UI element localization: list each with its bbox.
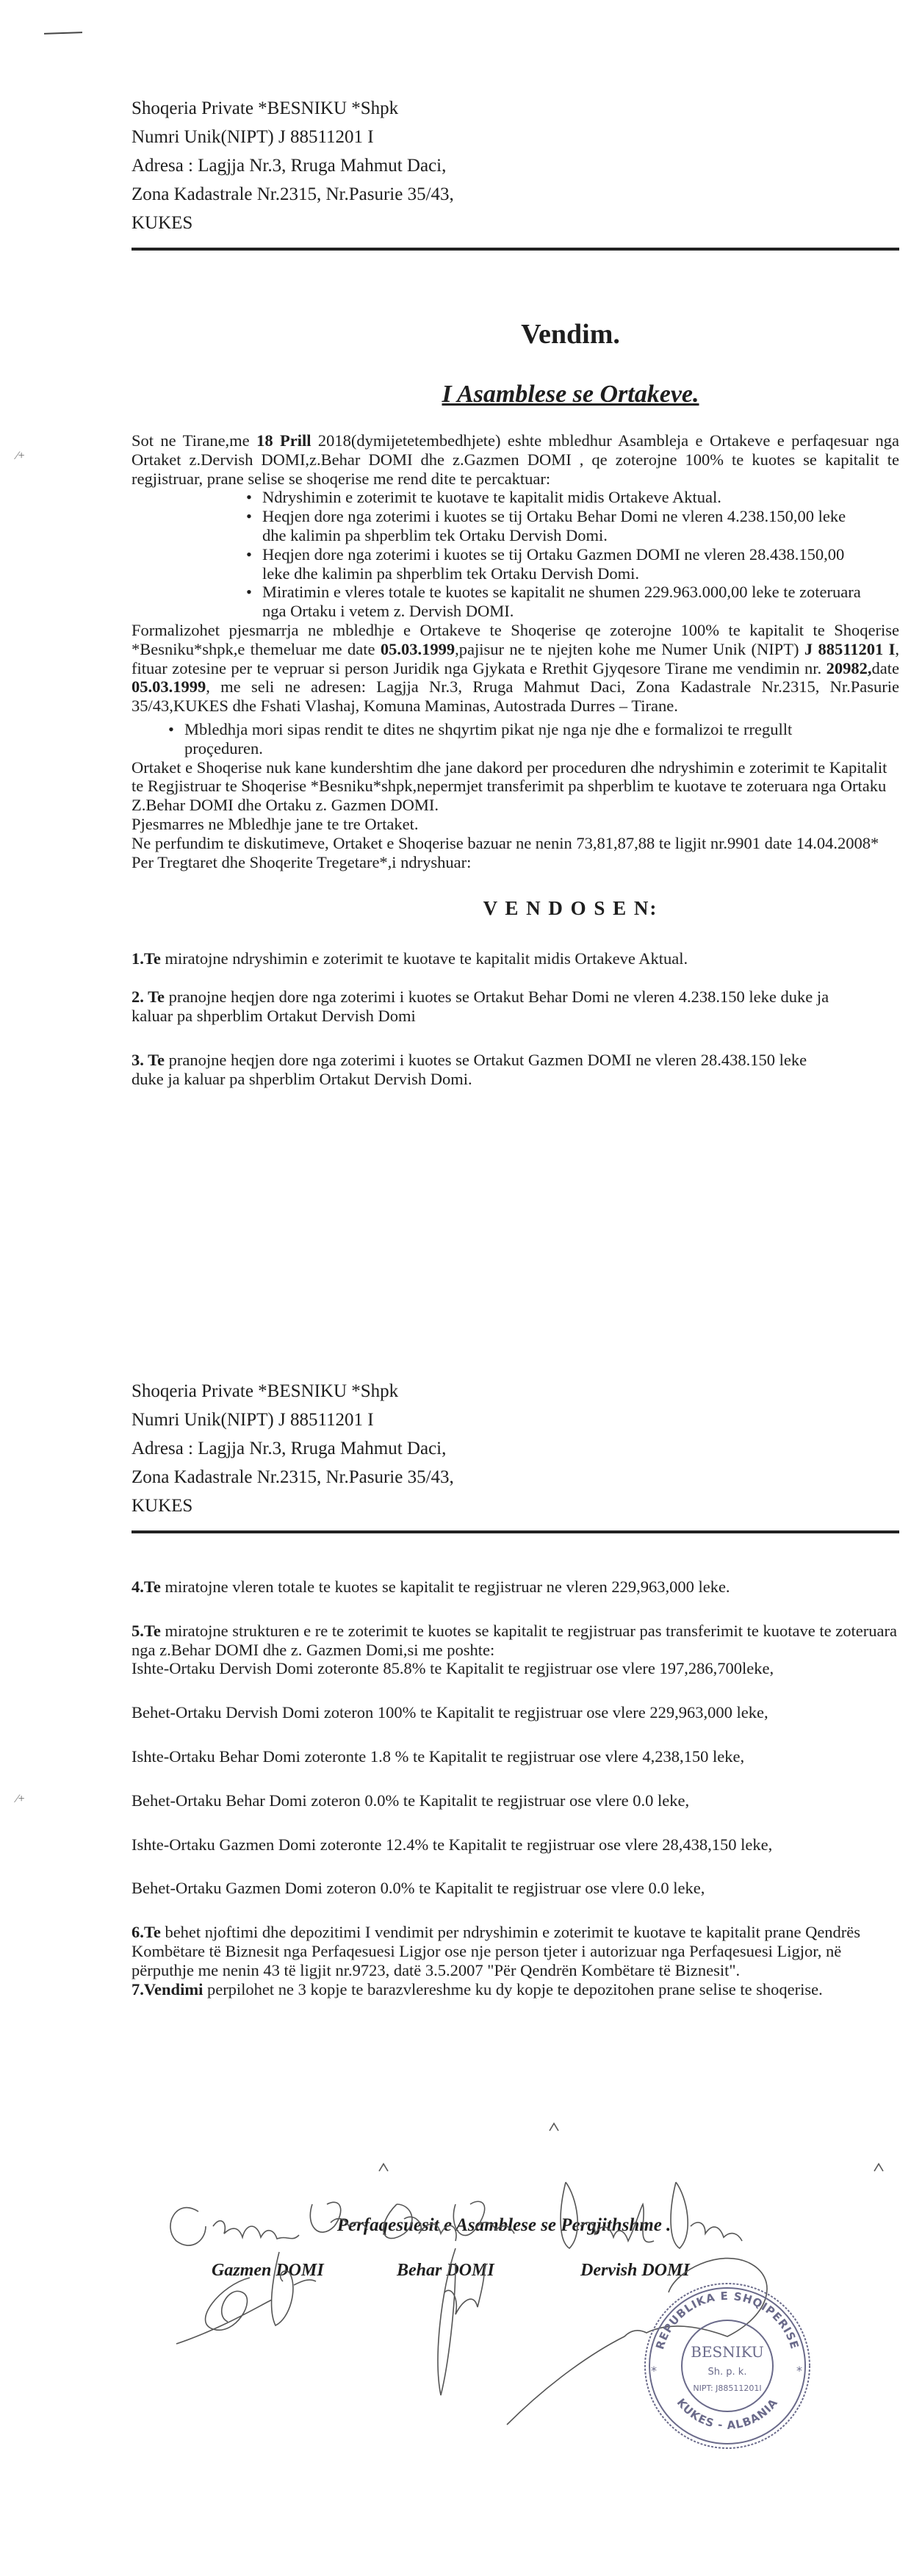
decision-text: perpilohet ne 3 kopje te barazvlereshme ku dy kopje te depozitohen prane selise te shoqerise. — [203, 1979, 823, 1998]
agenda-item: • Ndryshimin e zoterimit te kuotave te kapitalit midis Ortakeve Aktual. — [246, 488, 870, 507]
header-divider — [132, 1530, 899, 1533]
decision-6 — [132, 1923, 899, 1979]
signatory-name-behar: Behar DOMI — [397, 2261, 494, 2280]
company-nipt: Numri Unik(NIPT) J 88511201 I — [132, 1410, 374, 1430]
agenda-list — [246, 488, 870, 621]
company-address-2: Zona Kadastrale Nr.2315, Nr.Pasurie 35/43, — [132, 1467, 454, 1487]
decision-number: 6.Te — [132, 1923, 161, 1942]
signatory-name-dervish: Dervish DOMI — [580, 2261, 690, 2280]
decision-7 — [132, 1980, 866, 1999]
company-city: KUKES — [132, 213, 193, 233]
decision-4 — [132, 1577, 899, 1597]
founding-date: 05.03.1999 — [380, 639, 455, 658]
formalization-paragraph — [132, 621, 899, 716]
meeting-item: • Mbledhja mori sipas rendit te dites ne shqyrtim pikat nje nga nje dhe e formalizoi te rregullt proçeduren. — [168, 720, 855, 758]
structure-line: Behet-Ortaku Dervish Domi zoteron 100% te Kapitalit te regjistruar ose vlere 229,963,000 leke, — [132, 1703, 768, 1722]
text: date — [871, 658, 899, 677]
signature-behar-handwriting — [384, 2201, 514, 2241]
page-subtitle: I Asamblese se Ortakeve. — [442, 381, 699, 408]
decision-text: pranojne heqjen dore nga zoterimi i kuotes se Ortakut Behar Domi ne vleren 4.238.150 leke duke ja kaluar pa shperblim Ortakut Dervish Domi — [132, 987, 829, 1025]
stamp-nipt: NIPT: J88511201I — [693, 2383, 762, 2393]
structure-line: Ishte-Ortaku Dervish Domi zoteronte 85.8% te Kapitalit te regjistruar ose vlere 197,286,700leke, — [132, 1659, 774, 1678]
decision-text: miratojne vleren totale te kuotes se kapitalit te regjistruar ne vleren 229,963,000 leke. — [160, 1577, 730, 1596]
company-address-1: Adresa : Lagjja Nr.3, Rruga Mahmut Daci, — [132, 156, 447, 176]
signature-gazmen-initials — [176, 2252, 316, 2344]
decision-5 — [132, 1622, 899, 1678]
stamp-text-top: REPUBLIKA E SHQIPERISE — [653, 2289, 802, 2351]
page-title: Vendim. — [521, 319, 620, 350]
company-name: Shoqeria Private *BESNIKU *Shpk — [132, 1381, 399, 1401]
stamp-form: Sh. p. k. — [707, 2367, 747, 2378]
signature-gazmen-handwriting — [170, 2202, 367, 2245]
text: Formalizohet pjesmarrja ne mbledhje e Ortakeve te Shoqerise qe zoterojne 100% te kapitalit te Shoqerise *Besniku*shpk,e themeluar me date — [132, 620, 899, 658]
decision-number: 3. Te — [132, 1050, 165, 1069]
stamp-company: BESNIKU — [691, 2343, 764, 2361]
meeting-list — [168, 720, 855, 758]
caret-mark — [550, 2123, 558, 2131]
agreement-paragraph: Ortaket e Shoqerise nuk kane kundershtim dhe jane dakord per proceduren dhe ndryshimin e zoterimit te Kapitalit te Regjistruar te Shoqerise *Besniku*shpk,nepermjet transferimit pa shperblim te kuotave te zoteruara nga Ortaku Z.Behar DOMI dhe Ortaku z. Gazmen DOMI. — [132, 758, 887, 815]
company-city: KUKES — [132, 1496, 193, 1516]
decision-number: 2. Te — [132, 987, 165, 1007]
decision-text: miratojne ndryshimin e zoterimit te kuotave te kapitalit midis Ortakeve Aktual. — [160, 949, 688, 968]
header-divider — [132, 248, 899, 251]
decision-text: miratojne strukturen e re te zoterimit te kuotes se kapitalit te regjistruar pas transferimit te kuotave te zoteruara nga z.Behar DOMI dhe z. Gazmen Domi,si me poshte: — [132, 1621, 897, 1659]
conclusion-paragraph: Ne perfundim te diskutimeve, Ortaket e Shoqerise bazuar ne nenin 73,81,87,88 te ligjit nr.9901 date 14.04.2008* Per Tregtaret dhe Shoqerite Tregetare*,i ndryshuar: — [132, 833, 879, 871]
structure-line: Ishte-Ortaku Gazmen Domi zoteronte 12.4% te Kapitalit te regjistruar ose vlere 28,438,150 leke, — [132, 1835, 773, 1854]
decision-number: 1.Te — [132, 949, 161, 968]
structure-line: Ishte-Ortaku Behar Domi zoteronte 1.8 % te Kapitalit te regjistruar ose vlere 4,238,150 leke, — [132, 1746, 745, 1766]
company-name: Shoqeria Private *BESNIKU *Shpk — [132, 98, 399, 118]
intro-paragraph — [132, 431, 899, 871]
decided-heading: V E N D O S E N: — [483, 897, 658, 920]
decision-number: 7.Vendimi — [132, 1979, 204, 1998]
signatures-heading: Perfaqesuesit e Asamblese se Pergjithshme . — [336, 2215, 671, 2235]
signature-dervish-handwriting — [561, 2182, 742, 2248]
company-header-page-2 — [132, 1377, 899, 1520]
decision-number: 5.Te — [132, 1621, 161, 1640]
page-2 — [132, 1377, 899, 1998]
agenda-item: • Heqjen dore nga zoterimi i kuotes se tij Ortaku Behar Domi ne vleren 4.238.150,00 leke dhe kalimin pa shperblim tek Ortaku Dervish Domi. — [246, 507, 870, 545]
company-nipt: Numri Unik(NIPT) J 88511201 I — [132, 127, 374, 147]
page-1 — [132, 94, 899, 1088]
decision-1 — [132, 949, 899, 968]
company-stamp — [639, 2278, 815, 2454]
stamp-star: * — [796, 2364, 802, 2378]
scan-mark — [44, 32, 82, 35]
company-address-2: Zona Kadastrale Nr.2315, Nr.Pasurie 35/43, — [132, 184, 454, 204]
stamp-star: * — [651, 2364, 657, 2378]
structure-line: Behet-Ortaku Gazmen Domi zoteron 0.0% te Kapitalit te regjistruar ose vlere 0.0 leke, — [132, 1879, 705, 1898]
decision-text: behet njoftimi dhe depozitimi I vendimit per ndryshimin e zoterimit te kuotave te kapitalit prane Qendrës Kombëtare të Biznesit nga Perfaqesuesi Ligjor ose nje person tjeter i autorizuar nga Perfaqesuesi Ligjor, në përputhje me nenin 43 të ligjit nr.9723, datë 3.5.2007 "Për Qendrën Kombëtare të Biznesit". — [132, 1923, 861, 1979]
decision-number: 4.Te — [132, 1577, 161, 1596]
margin-mark: ⁄+ — [16, 450, 25, 462]
nipt-number: J 88511201 I — [804, 639, 896, 658]
text: , fituar zotesine per te vepruar si person Juridik nga Gjykata e Rrethit Gjyqesore Tirane me vendimin nr. — [132, 639, 899, 677]
caret-mark — [874, 2164, 883, 2171]
agenda-item: • Miratimin e vleres totale te kuotes se kapitalit ne shumen 229.963.000,00 leke te zoteruara nga Ortaku i vetem z. Dervish DOMI. — [246, 583, 870, 621]
decision-3 — [132, 1051, 837, 1089]
margin-mark: ⁄+ — [16, 1793, 25, 1805]
stamp-text-bottom: KUKES - ALBANIA — [674, 2395, 781, 2433]
structure-line: Behet-Ortaku Behar Domi zoteron 0.0% te Kapitalit te regjistruar ose vlere 0.0 leke, — [132, 1791, 690, 1810]
signature-behar-initials — [438, 2248, 485, 2395]
decision-number: 20982, — [826, 658, 872, 677]
text: ,pajisur ne te njejten kohe me Numer Unik (NIPT) — [455, 639, 804, 658]
intro-text: 2018(dymijetetembedhjete) eshte mbledhur Asambleja e Ortakeve e perfaqesuar nga Ortaket z.Dervish DOMI,z.Behar DOMI dhe z.Gazmen DOMI , qe zoterojne 100% te kuotes se kapitalit te regjistruar, prane selise se shoqerise me rend dite te percaktuar: — [132, 431, 899, 488]
caret-mark — [379, 2164, 388, 2171]
company-header — [132, 94, 899, 237]
agenda-item: • Heqjen dore nga zoterimi i kuotes se tij Ortaku Gazmen DOMI ne vleren 28.438.150,00 leke dhe kalimin pa shperblim tek Ortaku Dervish Domi. — [246, 545, 870, 583]
decision-2 — [132, 987, 866, 1026]
company-address-1: Adresa : Lagjja Nr.3, Rruga Mahmut Daci, — [132, 1439, 447, 1458]
decision-date: 05.03.1999 — [132, 677, 206, 697]
intro-text: Sot ne Tirane,me — [132, 431, 257, 450]
participants-line: Pjesmarres ne Mbledhje jane te tre Ortaket. — [132, 814, 419, 833]
text: , me seli ne adresen: Lagjja Nr.3, Rruga Mahmut Daci, Zona Kadastrale Nr.2315, Nr.Pasurie 35/43,KUKES dhe Fshati Vlashaj, Komuna Maminas, Autostrada Durres – Tirane. — [132, 677, 899, 716]
signatory-name-gazmen: Gazmen DOMI — [212, 2261, 324, 2280]
decision-text: pranojne heqjen dore nga zoterimi i kuotes se Ortakut Gazmen DOMI ne vleren 28.438.150 leke duke ja kaluar pa shperblim Ortakut Dervish Domi. — [132, 1050, 807, 1088]
meeting-date: 18 Prill — [256, 431, 312, 450]
